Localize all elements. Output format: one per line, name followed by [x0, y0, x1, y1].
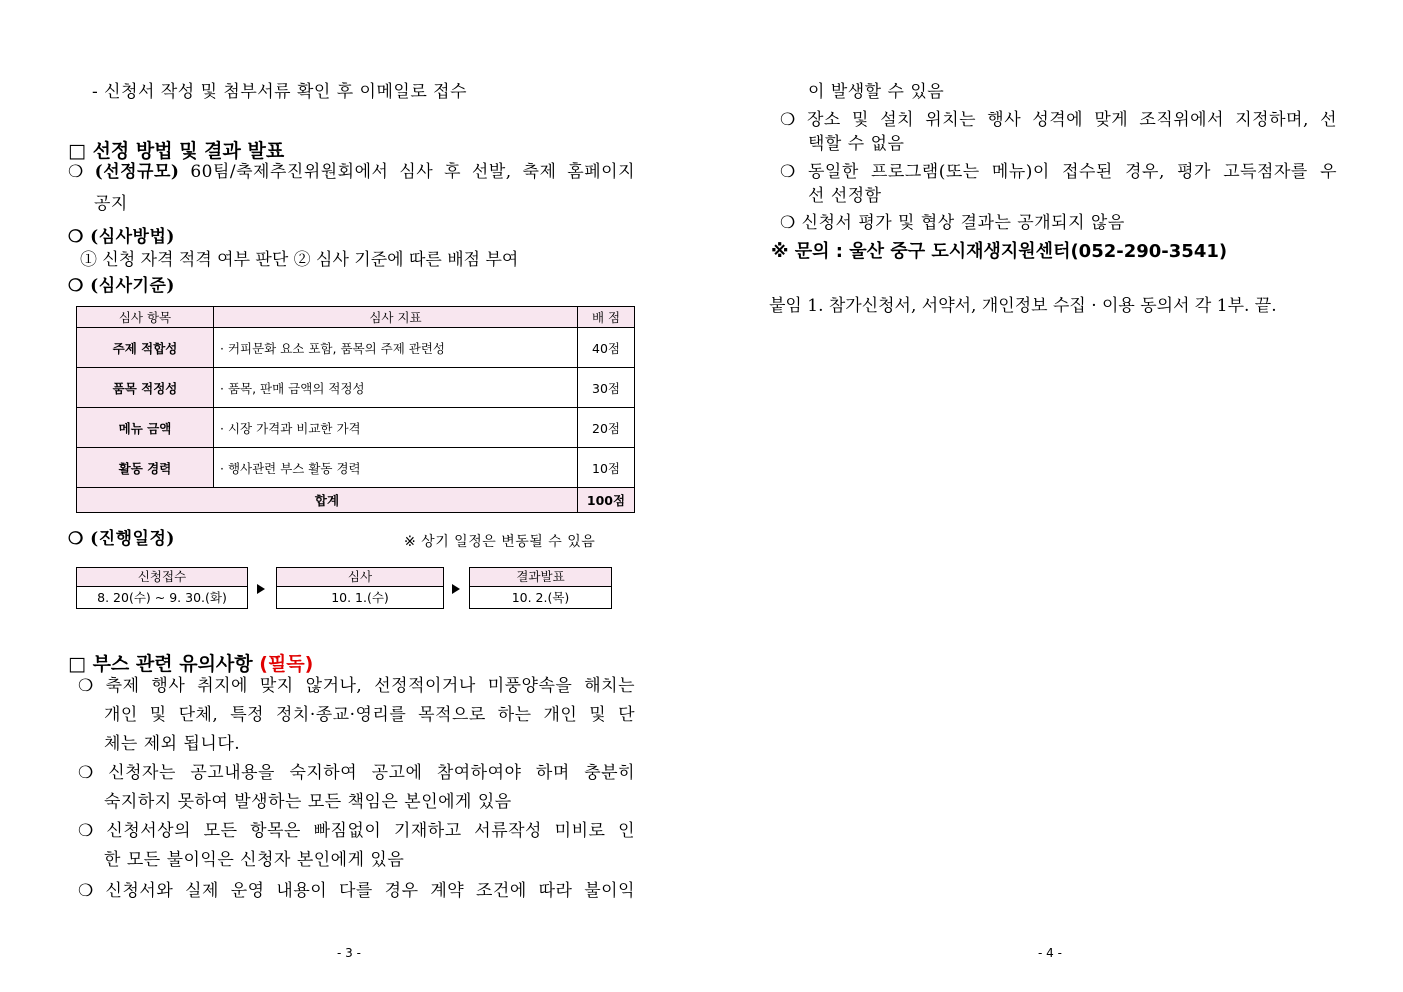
criteria-title: ❍ (심사기준) [68, 276, 175, 296]
schedule-step-label: 심사 [277, 568, 443, 587]
table-header: 심사 지표 [214, 307, 578, 328]
criteria-item: 품목 적정성 [77, 368, 214, 408]
must-read-label: (필독) [259, 653, 314, 675]
booth-note-1-line1: ❍ 축제 행사 취지에 맞지 않거나, 선정적이거나 미풍양속을 해치는 [78, 676, 635, 696]
method-text: ① 신청 자격 적격 여부 판단 ② 심사 기준에 따른 배점 부여 [80, 250, 519, 270]
section-booth-title-text: □ 부스 관련 유의사항 [68, 653, 253, 675]
selection-scale-line [68, 161, 635, 183]
booth-note-2-line1: ❍ 신청자는 공고내용을 숙지하여 공고에 참여하여야 하며 충분히 [78, 763, 635, 783]
page-number-left: - 3 - [337, 946, 361, 960]
table-row [77, 328, 635, 368]
booth-note-1-line3: 체는 제외 됩니다. [104, 734, 241, 754]
schedule-step-date: 8. 20(수) ~ 9. 30.(화) [97, 590, 227, 605]
criteria-item: 메뉴 금액 [77, 408, 214, 448]
page-number-right: - 4 - [1038, 946, 1062, 960]
criteria-table [76, 306, 635, 513]
criteria-indicator: · 행사관련 부스 활동 경력 [214, 448, 578, 488]
table-header-row [77, 307, 635, 328]
table-row [77, 448, 635, 488]
booth-note-4-line1: ❍ 신청서와 실제 운영 내용이 다를 경우 계약 조건에 따라 불이익 [78, 881, 635, 901]
criteria-score: 20점 [578, 408, 635, 448]
contact-line: ※ 문의 : 울산 중구 도시재생지원센터(052-290-3541) [771, 241, 1228, 262]
booth-note-3-line2: 한 모든 불이익은 신청자 본인에게 있음 [104, 850, 405, 870]
right-note-2-line2: 선 선정함 [808, 186, 882, 206]
criteria-indicator: · 커피문화 요소 포함, 품목의 주제 관련성 [214, 328, 578, 368]
arrow-right-icon [257, 584, 265, 594]
schedule-step-label: 신청접수 [77, 568, 247, 587]
selection-scale-label: (선정규모) [94, 162, 180, 182]
booth-note-1-line2: 개인 및 단체, 특정 정치·종교·영리를 목적으로 하는 개인 및 단 [104, 705, 635, 725]
schedule-step [469, 567, 612, 609]
schedule-step-date: 10. 2.(목) [511, 590, 570, 605]
criteria-score: 30점 [578, 368, 635, 408]
table-row [77, 408, 635, 448]
selection-scale-text-cont: 공지 [94, 194, 128, 214]
criteria-item: 주제 적합성 [77, 328, 214, 368]
criteria-score: 10점 [578, 448, 635, 488]
section-selection-title: □ 선정 방법 및 결과 발표 [68, 140, 285, 162]
table-row [77, 368, 635, 408]
schedule-title: ❍ (진행일정) [68, 529, 175, 549]
schedule-step [76, 567, 248, 609]
right-note-1-line2: 택할 수 없음 [808, 134, 905, 154]
section-booth-title [68, 649, 313, 676]
booth-note-3-line1: ❍ 신청서상의 모든 항목은 빠짐없이 기재하고 서류작성 미비로 인 [78, 821, 635, 841]
total-label: 합계 [77, 488, 578, 513]
right-note-3-line1: ❍ 신청서 평가 및 협상 결과는 공개되지 않음 [780, 213, 1125, 233]
table-header: 배 점 [578, 307, 635, 328]
right-note-1-line1: ❍ 장소 및 설치 위치는 행사 성격에 맞게 조직위에서 지정하며, 선 [780, 110, 1337, 130]
submit-method-line: - 신청서 작성 및 첨부서류 확인 후 이메일로 접수 [92, 82, 467, 102]
total-score: 100점 [578, 488, 635, 513]
schedule-step-date: 10. 1.(수) [331, 590, 389, 605]
table-header: 심사 항목 [77, 307, 214, 328]
method-title: ❍ (심사방법) [68, 227, 175, 247]
criteria-item: 활동 경력 [77, 448, 214, 488]
table-total-row [77, 488, 635, 513]
attachment-line: 붙임 1. 참가신청서, 서약서, 개인정보 수집 · 이용 동의서 각 1부. 끝. [769, 296, 1277, 316]
criteria-indicator: · 품목, 판매 금액의 적정성 [214, 368, 578, 408]
right-note-2-line1: ❍ 동일한 프로그램(또는 메뉴)이 접수된 경우, 평가 고득점자를 우 [780, 162, 1337, 182]
schedule-step [276, 567, 444, 609]
booth-note-2-line2: 숙지하지 못하여 발생하는 모든 책임은 본인에게 있음 [104, 792, 512, 812]
note-continuation: 이 발생할 수 있음 [808, 82, 945, 102]
bullet: ❍ [68, 162, 84, 182]
arrow-right-icon [452, 584, 460, 594]
criteria-score: 40점 [578, 328, 635, 368]
schedule-step-label: 결과발표 [470, 568, 611, 587]
selection-scale-text: 60팀/축제추진위원회에서 심사 후 선발, 축제 홈페이지 [190, 162, 635, 182]
criteria-indicator: · 시장 가격과 비교한 가격 [214, 408, 578, 448]
schedule-note: ※ 상기 일정은 변동될 수 있음 [404, 534, 596, 550]
